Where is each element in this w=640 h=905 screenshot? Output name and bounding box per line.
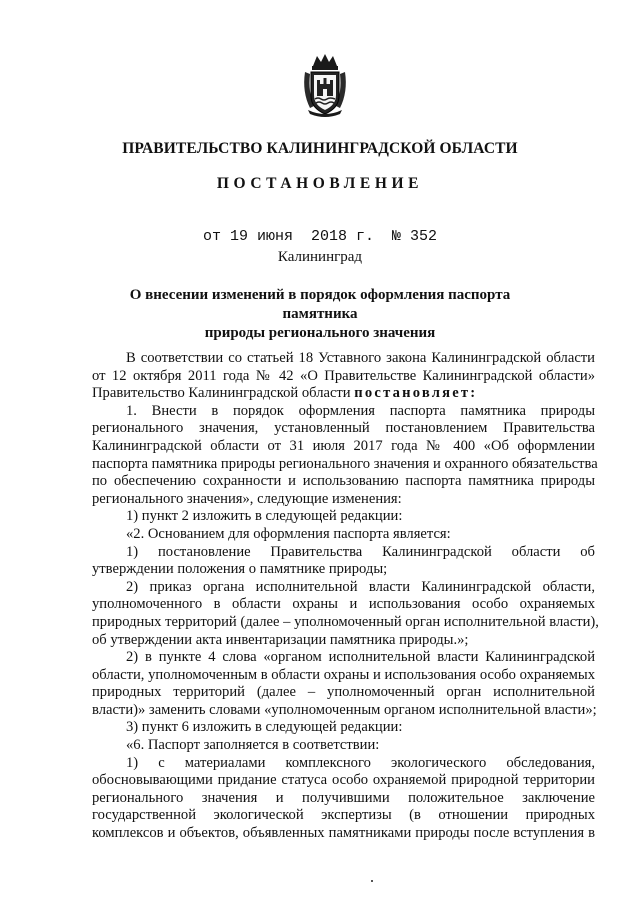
body-line: «6. Паспорт заполняется в соответствии: [126, 737, 380, 754]
document-body [92, 350, 599, 843]
body-line: 3) пункт 6 изложить в следующей редакции: [126, 719, 403, 736]
body-line: природных территорий (далее – уполномоченный орган исполнительной власти), [92, 613, 599, 630]
organization-name: ПРАВИТЕЛЬСТВО КАЛИНИНГРАДСКОЙ ОБЛАСТИ [122, 140, 518, 157]
document-date-number: от 19 июня 2018 г. № 352 [202, 228, 438, 245]
body-line: области, уполномоченным в области охраны и использования особо охраняемых [92, 666, 595, 683]
body-line: природных территорий (далее – уполномоченный орган исполнительной [92, 684, 595, 701]
document-title-line: природы регионального значения [204, 325, 436, 341]
body-line: В соответствии со статьей 18 Уставного закона Калининградской области [126, 350, 595, 366]
body-line: государственной экологической экспертизы (в отношении природных [92, 807, 595, 824]
decree-keyword: постановляет: [354, 385, 478, 402]
document-type: ПОСТАНОВЛЕНИЕ [216, 175, 424, 192]
document-title-line: О внесении изменений в порядок оформления паспорта памятника [129, 287, 511, 322]
body-line: по обеспечению сохранности и использованию паспорта памятника природы [92, 473, 595, 490]
body-line: 1) с материалами комплексного экологического обследования, [126, 754, 595, 771]
coat-of-arms-emblem [300, 52, 350, 118]
document-title [110, 286, 530, 343]
body-line: обосновывающими придание статуса особо охраняемой природной территории [92, 772, 595, 789]
body-line: об утверждении акта инвентаризации памятника природы.»; [92, 631, 469, 648]
body-line: 1) постановление Правительства Калининградской области об [126, 543, 595, 560]
body-line: паспорта памятника природы регионального значения и охранного обязательства [92, 455, 598, 472]
body-line: от 12 октября 2011 года № 42 «О Правительстве Калининградской области» [92, 367, 595, 384]
scan-artifact-dot [371, 880, 373, 882]
body-line: 2) приказ органа исполнительной власти Калининградской области, [126, 578, 595, 595]
body-line: 1. Внести в порядок оформления паспорта памятника природы [126, 402, 595, 419]
body-line: власти)» заменить словами «уполномоченным органом исполнительной власти»; [92, 701, 597, 718]
body-line [92, 385, 595, 403]
body-line: регионального значения и получившими положительное заключение [92, 789, 595, 806]
body-line: регионального значения», следующие изменения: [92, 490, 402, 507]
body-line: «2. Основанием для оформления паспорта является: [126, 525, 451, 542]
body-line: 1) пункт 2 изложить в следующей редакции: [126, 508, 403, 525]
body-line: уполномоченного в области охраны и использования особо охраняемых [92, 596, 595, 613]
body-line: Калининградской области от 31 июля 2017 года № 400 «Об оформлении [92, 437, 595, 454]
document-city: Калининград [277, 249, 363, 265]
body-line: комплексов и объектов, объявленных памятниками природы после вступления в [92, 825, 595, 842]
body-text: Правительство Калининградской области [92, 385, 355, 402]
body-line: 2) в пункте 4 слова «органом исполнительной власти Калининградской [126, 649, 595, 666]
body-line: регионального значения, установленный постановлением Правительства [92, 420, 595, 437]
body-line: утверждении положения о памятнике природы; [92, 561, 388, 578]
